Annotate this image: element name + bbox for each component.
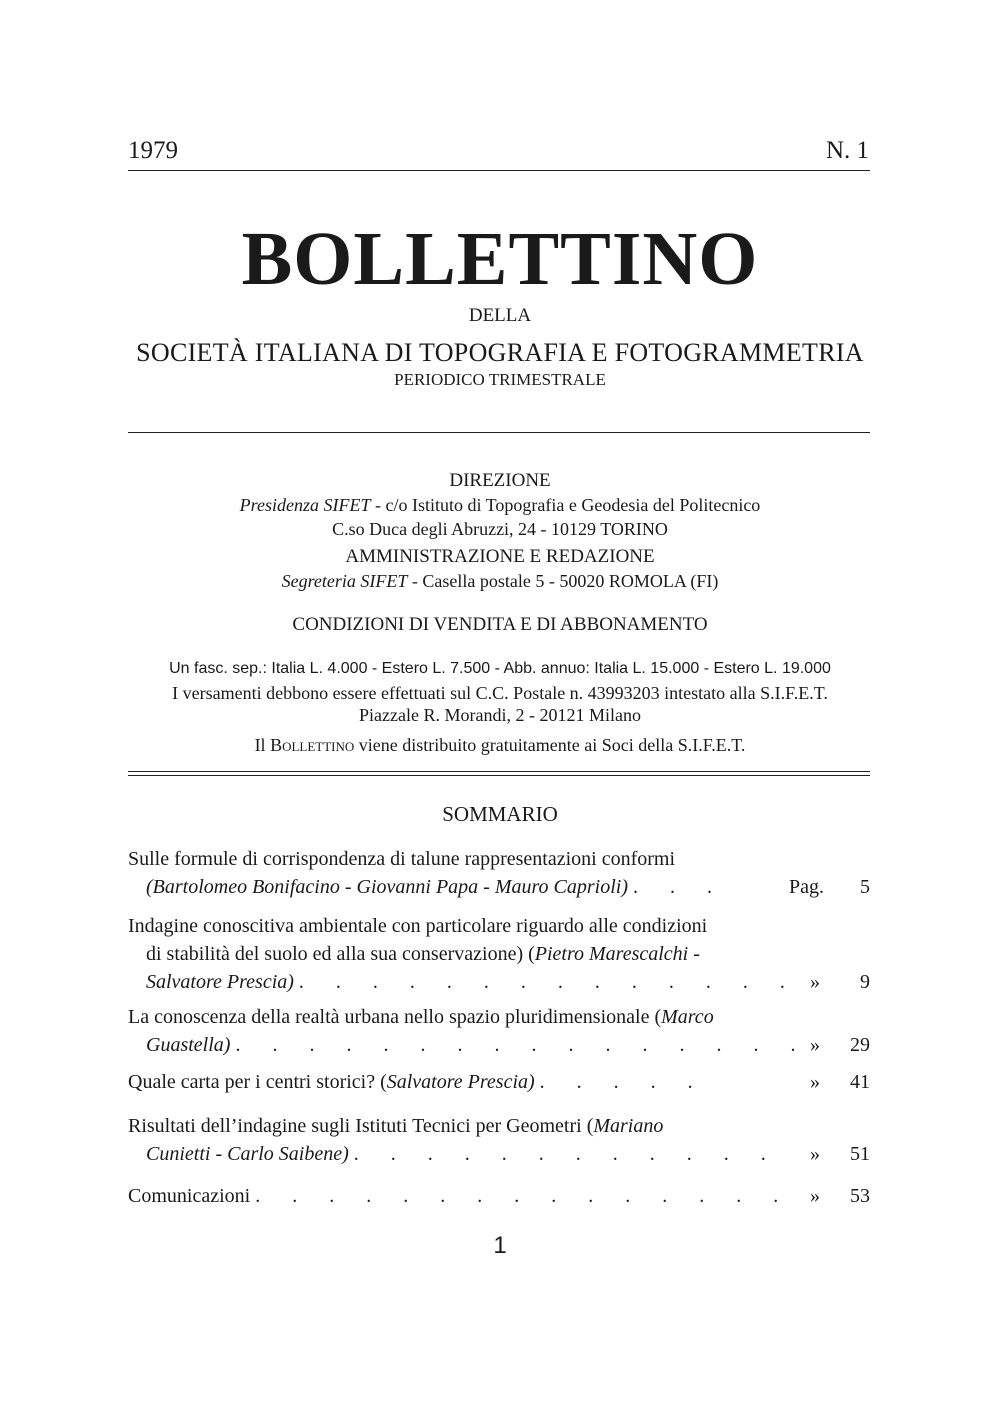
toc-leader-dots: . . . . . bbox=[539, 1071, 707, 1093]
toc-leader-dots: . . . . . . . . . . . . . . bbox=[298, 971, 799, 993]
toc-page-number: 53 bbox=[850, 1185, 870, 1207]
society-name: SOCIETÀ ITALIANA DI TOPOGRAFIA E FOTOGRAMMETRIA bbox=[136, 338, 864, 367]
presidenza-address bbox=[0, 495, 1000, 516]
note-text: viene distribuito gratuitamente ai Soci della S.I.F.E.T. bbox=[354, 735, 746, 755]
toc-entry-authors: Marco bbox=[661, 1006, 714, 1028]
journal-title: BOLLETTINO bbox=[241, 217, 759, 301]
toc-page-number: 5 bbox=[860, 876, 870, 898]
toc-entry-title-cont: di stabilità del suolo ed alla sua conservazione) ( bbox=[146, 943, 535, 965]
toc-entry bbox=[128, 1182, 870, 1210]
toc-page-marker: Pag. bbox=[789, 876, 824, 898]
presidenza-label: Presidenza SIFET bbox=[239, 495, 371, 515]
toc-entry-authors-cont: Cunietti - Carlo Saibene) bbox=[146, 1143, 349, 1165]
toc-leader-dots: . . . . . . . . . . . . . . . bbox=[255, 1185, 792, 1207]
toc-entry-title: Sulle formule di corrispondenza di talune rappresentazioni conformi bbox=[128, 848, 676, 870]
toc-entry-title: La conoscenza della realtà urbana nello spazio pluridimensionale ( bbox=[128, 1006, 662, 1028]
segreteria-address bbox=[0, 571, 1000, 592]
header-rule bbox=[128, 170, 870, 171]
toc-page-marker: » bbox=[810, 1143, 820, 1165]
toc-entry-authors: Mariano bbox=[593, 1115, 664, 1137]
note-bollettino: Bollettino bbox=[270, 735, 355, 755]
toc-page-marker: » bbox=[810, 1034, 820, 1056]
toc-page-marker: » bbox=[810, 1071, 820, 1093]
toc-entry-authors: Pietro Marescalchi - bbox=[534, 943, 700, 965]
toc-leader-dots: . . . bbox=[632, 876, 726, 898]
condizioni-heading: CONDIZIONI DI VENDITA E DI ABBONAMENTO bbox=[292, 614, 708, 635]
section-rule bbox=[128, 432, 870, 433]
double-rule-bottom bbox=[128, 775, 870, 776]
segreteria-label: Segreteria SIFET bbox=[281, 571, 408, 591]
toc-entry-title: Comunicazioni bbox=[128, 1185, 251, 1207]
milano-address: Piazzale R. Morandi, 2 - 20121 Milano bbox=[359, 705, 641, 725]
amministrazione-heading: AMMINISTRAZIONE E REDAZIONE bbox=[345, 546, 655, 567]
toc-entry bbox=[128, 1003, 870, 1059]
direzione-heading: DIREZIONE bbox=[449, 470, 551, 491]
payment-line: I versamenti debbono essere effettuati sul C.C. Postale n. 43993203 intestato alla S.I.F.E.T. bbox=[172, 683, 828, 703]
toc-entry-title: Indagine conoscitiva ambientale con particolare riguardo alle condizioni bbox=[128, 915, 708, 937]
presidenza-text: - c/o Istituto di Topografia e Geodesia del Politecnico bbox=[370, 495, 761, 515]
double-rule-top bbox=[128, 771, 870, 772]
segreteria-text: - Casella postale 5 - 50020 ROMOLA (FI) bbox=[407, 571, 719, 591]
toc-page-number: 29 bbox=[850, 1034, 870, 1056]
price-line: Un fasc. sep.: Italia L. 4.000 - Estero L. 7.500 - Abb. annuo: Italia L. 15.000 - Estero L. 19.000 bbox=[169, 660, 831, 677]
toc-entry-authors-cont: Salvatore Prescia) bbox=[146, 971, 294, 993]
toc-entry bbox=[128, 912, 870, 996]
note-prefix: Il bbox=[254, 735, 271, 755]
toc-leader-dots: . . . . . . . . . . . . . . . . bbox=[235, 1034, 809, 1056]
distribution-note bbox=[0, 735, 1000, 756]
sommario-heading: SOMMARIO bbox=[442, 802, 558, 826]
toc-entry-authors: (Bartolomeo Bonifacino - Giovanni Papa - Mauro Caprioli) bbox=[146, 876, 628, 898]
toc-entry-title: Quale carta per i centri storici? ( bbox=[128, 1071, 387, 1093]
toc-entry bbox=[128, 1068, 870, 1096]
toc-leader-dots: . . . . . . . . . . . . bbox=[353, 1143, 780, 1165]
toc-page-marker: » bbox=[810, 971, 820, 993]
toc-page-number: 51 bbox=[850, 1143, 870, 1165]
toc-entry-authors: Salvatore Prescia) bbox=[386, 1071, 535, 1093]
torino-address: C.so Duca degli Abruzzi, 24 - 10129 TORINO bbox=[332, 519, 668, 539]
toc-page-marker: » bbox=[810, 1185, 820, 1207]
toc-page-number: 9 bbox=[860, 971, 870, 993]
toc-entry bbox=[128, 1112, 870, 1168]
toc-entry-authors-cont: Guastella) bbox=[146, 1034, 231, 1056]
publication-year: 1979 bbox=[128, 137, 178, 164]
toc-entry bbox=[128, 845, 870, 901]
toc-entry-title: Risultati dell’indagine sugli Istituti Tecnici per Geometri ( bbox=[128, 1115, 594, 1137]
page-number: 1 bbox=[493, 1232, 507, 1259]
periodical-subtitle: PERIODICO TRIMESTRALE bbox=[394, 370, 606, 389]
issue-number: N. 1 bbox=[825, 137, 869, 164]
title-della: DELLA bbox=[468, 305, 532, 326]
toc-page-number: 41 bbox=[850, 1071, 870, 1093]
